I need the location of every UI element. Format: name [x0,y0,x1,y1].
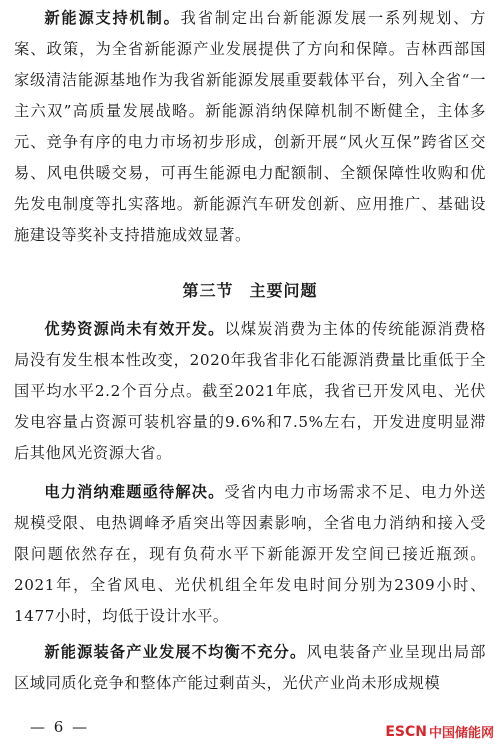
section-number: 第三节 [182,281,234,300]
paragraph-text: 以煤炭消费为主体的传统能源消费格局没有发生根本性改变，2020年我省非化石能源消费量比重低于全国平均水平2.2个百分点。截至2021年底，我省已开发风电、光伏发电容量占资源可装机容量的9.6%和7.5%左右，开发进度明显滞后其他风光资源大省。 [14,320,486,462]
watermark-logo [385,722,494,741]
paragraph-lead: 新能源装备产业发展不均衡不充分。 [44,643,307,661]
paragraph-lead: 电力消纳难题亟待解决。 [44,483,225,501]
section-heading [0,278,500,301]
paragraph-text: 我省制定出台新能源发展一系列规划、方案、政策，为全省新能源产业发展提供了方向和保障。吉林西部国家级清洁能源基地作为我省新能源发展重要载体平台，列入全省“一主六双”高质量发展战略。新能源消纳保障机制不断健全，主体多元、竞争有序的电力市场初步形成，创新开展“风火互保”跨省区交易、风电供暖交易，可再生能源电力配额制、全额保障性收购和优先发电制度等扎实落地。新能源汽车研发创新、应用推广、基础设施建设等奖补支持措施成效显著。 [14,9,486,244]
paragraph-lead: 新能源支持机制。 [44,9,181,27]
paragraph-text: 风电装备产业呈现出局部区域同质化竞争和整体产能过剩苗头，光伏产业尚未形成规模 [14,643,486,692]
watermark-name: 中国储能网 [428,726,494,741]
watermark-brand: ESCN [385,723,427,740]
paragraph-equipment-industry [14,637,486,699]
paragraph-lead: 优势资源尚未有效开发。 [44,320,225,338]
section-title: 主要问题 [249,281,318,300]
page-number: — 6 — [30,718,90,736]
paragraph-support-mechanism [14,3,486,251]
paragraph-power-consumption [14,477,486,632]
paragraph-resources [14,314,486,469]
paragraph-text: 受省内电力市场需求不足、电力外送规模受限、电热调峰矛盾突出等因素影响，全省电力消纳和接入受限问题依然存在，现有负荷水平下新能源开发空间已接近瓶颈。2021年，全省风电、光伏机组全年发电时间分别为2309小时、1477小时，均低于设计水平。 [14,483,486,625]
